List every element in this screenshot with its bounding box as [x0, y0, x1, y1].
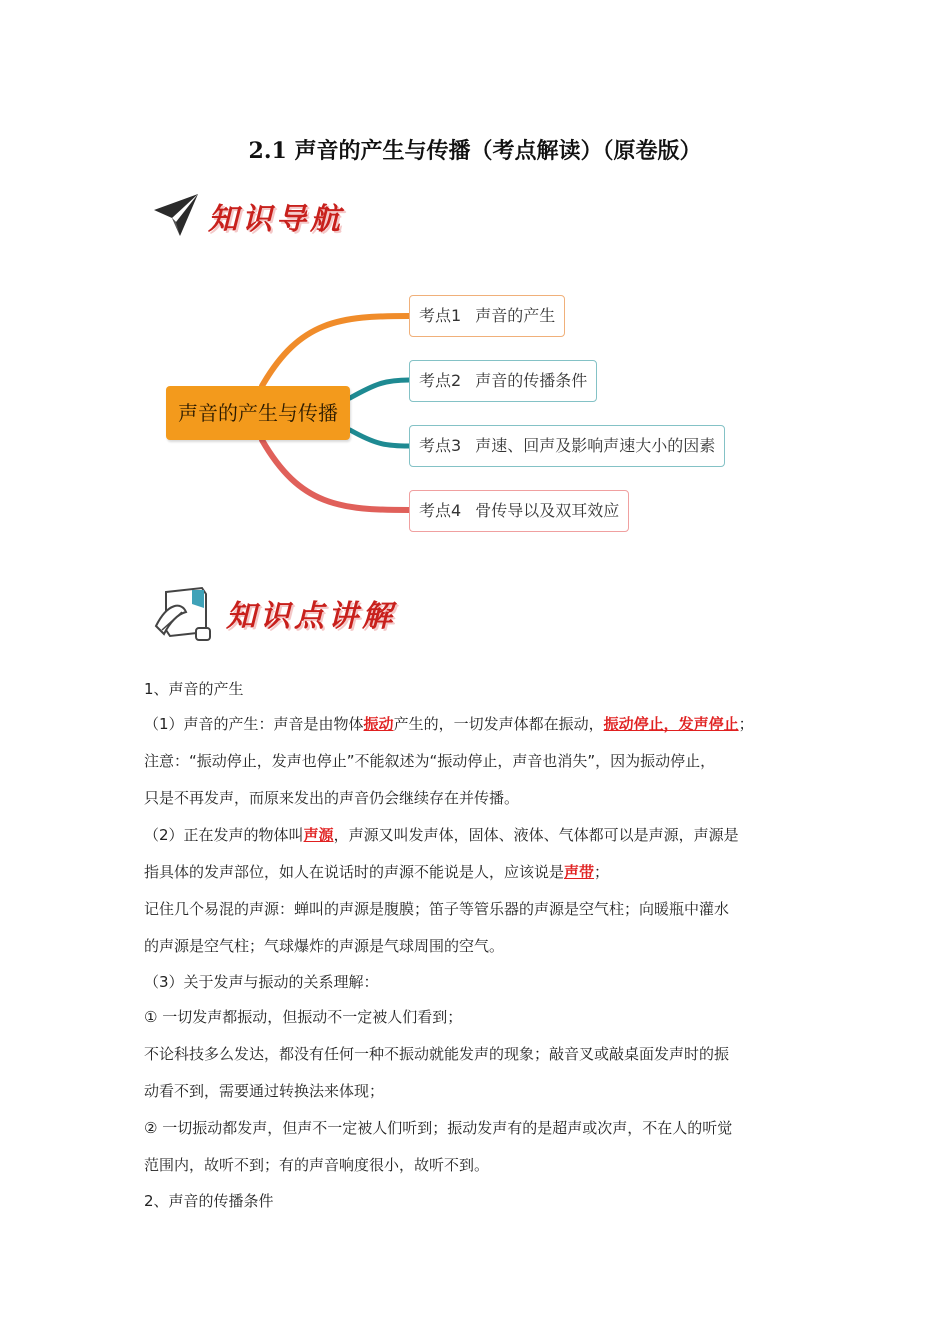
node-label: 骨传导以及双耳效应	[475, 501, 620, 520]
highlight-term: 声带	[564, 863, 595, 881]
knowledge-explain-heading	[152, 582, 396, 644]
paragraph-3: （3）关于发声与振动的关系理解：	[144, 973, 379, 991]
document-body	[144, 672, 814, 1218]
node-key: 考点3	[419, 436, 462, 455]
section-2-title: 2、声音的传播条件	[144, 1192, 274, 1210]
text-run: （2）正在发声的物体叫	[144, 826, 304, 844]
highlight-term: 振动	[363, 715, 394, 733]
paragraph-3-point-1: ① 一切发声都振动，但振动不一定被人们看到；	[144, 1008, 463, 1026]
paragraph-1	[144, 706, 814, 743]
page-title: 2.1 声音的产生与传播（考点解读）（原卷版）	[248, 138, 702, 164]
node-key: 考点1	[419, 306, 462, 325]
node-key: 考点2	[419, 371, 462, 390]
node-label: 声速、回声及影响声速大小的因素	[475, 436, 716, 455]
paragraph-2-line-3: 记住几个易混的声源：蝉叫的声源是腹膜；笛子等管乐器的声源是空气柱；向暖瓶中灌水	[144, 900, 730, 918]
node-label: 声音的传播条件	[475, 371, 588, 390]
nav-heading-text: 知识导航	[208, 202, 344, 237]
text-run: （1）声音的产生：声音是由物体	[144, 715, 364, 733]
paragraph-3-line-5: 范围内，故听不到；有的声音响度很小，故听不到。	[144, 1156, 490, 1174]
knowledge-nav-heading	[150, 190, 344, 242]
mind-map-node-1	[409, 295, 565, 337]
node-key: 考点4	[419, 501, 462, 520]
scroll-quill-icon	[152, 582, 216, 644]
paragraph-3-point-2: ② 一切振动都发声，但声不一定被人们听到；振动发声有的是超声或次声，不在人的听觉	[144, 1119, 733, 1137]
text-run: 指具体的发声部位，如人在说话时的声源不能说是人，应该说是	[144, 863, 565, 881]
node-label: 声音的产生	[475, 306, 556, 325]
paragraph-2	[144, 817, 814, 854]
text-run: ；	[738, 715, 754, 733]
paper-plane-icon	[150, 190, 202, 242]
section-1-title: 1、声音的产生	[144, 680, 244, 698]
mind-map-node-2	[409, 360, 597, 402]
paragraph-1-line-3: 只是不再发声，而原来发出的声音仍会继续存在并传播。	[144, 789, 520, 807]
paragraph-3-line-2: 不论科技多么发达，都没有任何一种不振动就能发声的现象；敲音叉或敲桌面发声时的振	[144, 1045, 730, 1063]
mind-map-node-3	[409, 425, 725, 467]
paragraph-1-line-2: 注意：“振动停止，发声也停止”不能叙述为“振动停止，声音也消失”，因为振动停止，	[144, 752, 716, 770]
mind-map	[150, 280, 770, 550]
highlight-term: 声源	[303, 826, 334, 844]
paragraph-2-line-4: 的声源是空气柱；气球爆炸的声源是气球周围的空气。	[144, 937, 505, 955]
explain-heading-text: 知识点讲解	[226, 599, 396, 634]
mind-map-center: 声音的产生与传播	[166, 386, 350, 440]
text-run: 产生的，一切发声体都在振动，	[393, 715, 604, 733]
text-run: ，声源又叫发声体，固体、液体、气体都可以是声源，声源是	[333, 826, 739, 844]
paragraph-3-line-3: 动看不到，需要通过转换法来体现；	[144, 1082, 385, 1100]
paragraph-2-line-2	[144, 854, 814, 891]
highlight-term: 振动停止，发声停止	[603, 715, 739, 733]
text-run: ；	[594, 863, 610, 881]
mind-map-node-4	[409, 490, 629, 532]
